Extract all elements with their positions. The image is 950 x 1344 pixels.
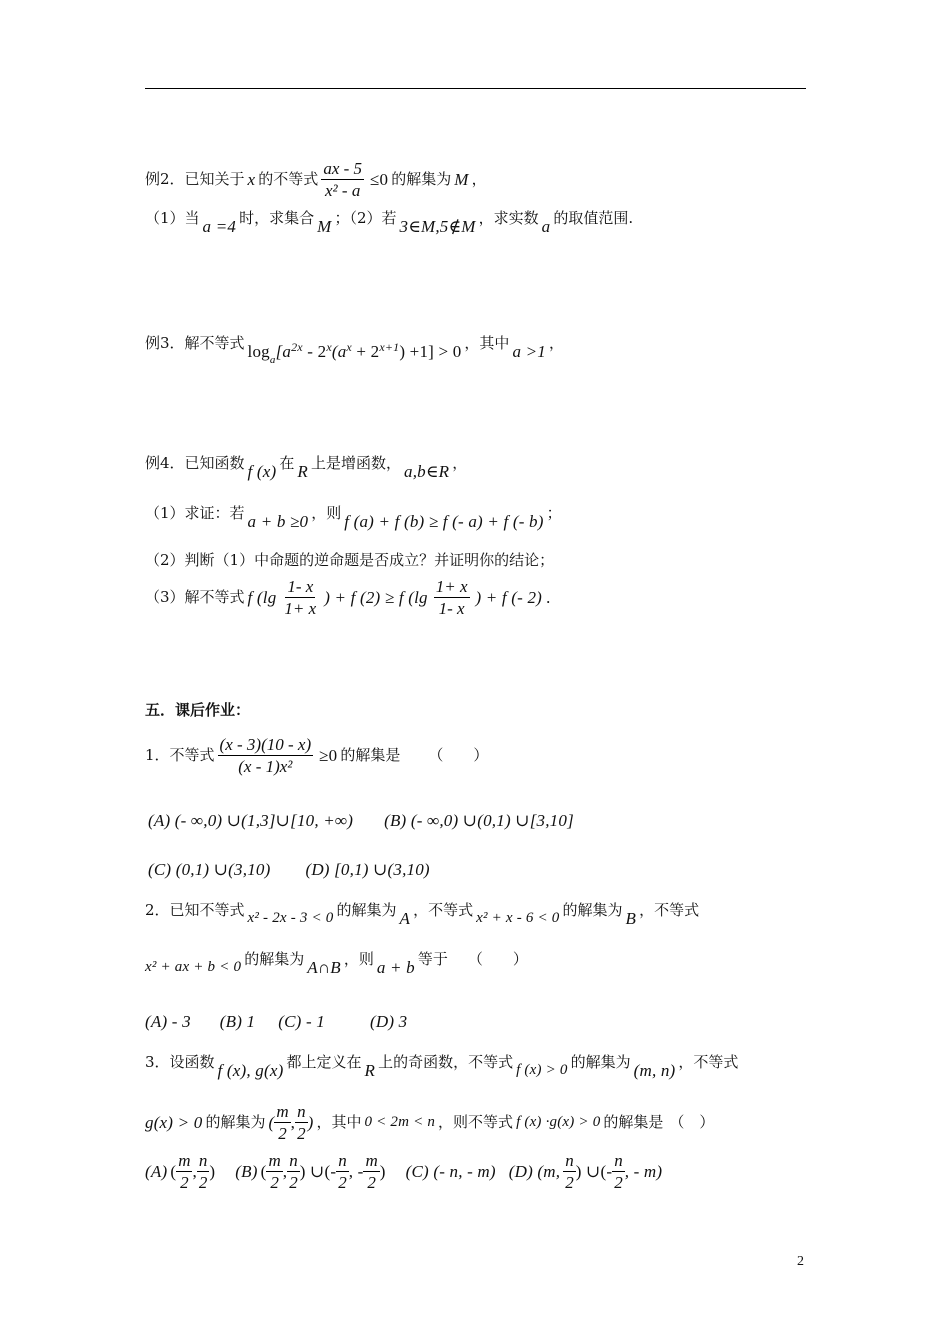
math: ≤0 — [370, 170, 389, 189]
math: A — [399, 909, 411, 928]
text: ， — [452, 454, 468, 472]
denominator: 1+ x — [284, 599, 317, 618]
math: (a — [331, 342, 347, 361]
text: ；（2）若 — [334, 209, 397, 227]
option-a: (A) (- ∞,0) ∪(1,3]∪[10, +∞) — [148, 811, 354, 830]
option-d: (D) 3 — [369, 1012, 408, 1031]
denominator: 2 — [270, 1173, 279, 1192]
subscript: a — [269, 354, 276, 366]
fraction — [176, 1152, 192, 1191]
option-b-label: (B) — [235, 1162, 258, 1181]
math: x² + ax + b < 0 — [145, 959, 242, 975]
numerator: m — [276, 1102, 289, 1121]
option-d: (D) [0,1) ∪(3,10) — [305, 860, 430, 879]
numerator: ax - 5 — [323, 159, 363, 178]
fraction — [266, 1152, 282, 1191]
math: ) +1] > 0 — [399, 342, 462, 361]
q1-options-2 — [145, 861, 806, 878]
superscript: 2x — [291, 340, 303, 354]
option-a-label: (A) — [145, 1162, 168, 1181]
numerator: n — [297, 1102, 306, 1121]
ex4-line4 — [145, 578, 806, 617]
option-c: (C) (0,1) ∪(3,10) — [148, 860, 271, 879]
fraction-n-2 — [295, 1103, 308, 1142]
answer-blank: （ ） — [428, 746, 489, 764]
math: f (x), g(x) — [217, 1061, 284, 1080]
text: ，则 — [343, 950, 374, 968]
option-c: (C) (- n, - m) — [405, 1162, 496, 1181]
math: ) ∪(- — [299, 1162, 337, 1181]
fraction — [218, 736, 314, 775]
text: 的不等式 — [258, 170, 319, 188]
math: ) ∪(- — [575, 1162, 613, 1181]
homework-heading — [145, 703, 806, 718]
option-d-label: (D) (m, — [508, 1162, 561, 1181]
numerator: m — [365, 1151, 378, 1170]
denominator: 2 — [180, 1173, 189, 1192]
math-expression — [247, 340, 462, 366]
denominator: 1- x — [438, 599, 465, 618]
fraction — [363, 1152, 379, 1191]
denominator: 2 — [338, 1173, 347, 1192]
text: 例4．已知函数 — [145, 454, 245, 472]
denominator: 2 — [367, 1173, 376, 1192]
text: ，则 — [311, 504, 342, 522]
text: 1．不等式 — [145, 746, 215, 764]
denominator: x² - a — [325, 181, 361, 200]
text: 上是增函数， — [311, 454, 402, 472]
numerator: m — [268, 1151, 281, 1170]
option-c: (C) - 1 — [278, 1012, 325, 1031]
text: （1）当 — [145, 209, 200, 227]
text: 时，求集合 — [239, 209, 315, 227]
math: ) + f (2) ≥ f (lg — [324, 588, 428, 607]
ex4-line2 — [145, 504, 806, 531]
text: 的解集为 — [570, 1053, 631, 1071]
ex2-line2 — [145, 209, 806, 236]
q3-line2: g(x) > 0 的解集为 ( $\frac{m}{2}$ , $\frac{n}{2}$ ) ，其中 0 < 2m < n ，则不等式 f (x) ·g(x) > 0 的解集是 （ ） — [145, 1102, 715, 1143]
text: ，求实数 — [478, 209, 539, 227]
superscript: x — [346, 340, 352, 354]
answer-blank: （ ） — [467, 950, 528, 968]
numerator: (x - 3)(10 - x) — [219, 735, 312, 754]
text: 的解集为 — [562, 901, 623, 919]
answer-blank: （ ） — [669, 1113, 715, 1131]
numerator: m — [178, 1151, 191, 1170]
numerator: 1- x — [287, 577, 314, 596]
math: g(x) > 0 — [145, 1113, 203, 1132]
text: 上的奇函数，不等式 — [378, 1053, 514, 1071]
section-heading: 五．课后作业： — [145, 701, 251, 719]
text: 都上定义在 — [286, 1053, 362, 1071]
math: x — [247, 170, 256, 189]
numerator: n — [338, 1151, 347, 1170]
denominator: (x - 1)x² — [238, 757, 293, 776]
numerator: n — [614, 1151, 623, 1170]
text: ，不等式 — [413, 901, 474, 919]
numerator: 1+ x — [435, 577, 468, 596]
math: , - m) — [624, 1162, 663, 1181]
math: ) + f (- 2) . — [475, 588, 551, 607]
option-b: (B) 1 — [219, 1012, 256, 1031]
math: x² + x - 6 < 0 — [476, 910, 560, 926]
math: 3∈M,5∉M — [399, 217, 476, 236]
math: 0 < 2m < n — [364, 1114, 436, 1130]
text: ，不等式 — [678, 1053, 739, 1071]
denominator: 2 — [289, 1173, 298, 1192]
math: a >1 — [512, 342, 546, 361]
text: ，其中 — [316, 1113, 362, 1131]
text: ，则不等式 — [438, 1113, 514, 1131]
math: M — [454, 170, 469, 189]
fraction — [434, 578, 470, 617]
q3-line1 — [145, 1053, 806, 1080]
text: 的解集是 — [603, 1113, 664, 1131]
math: (m, n) — [633, 1061, 676, 1080]
math: f (x) > 0 — [516, 1062, 568, 1078]
q1-line — [145, 736, 806, 775]
text: 3．设函数 — [145, 1053, 215, 1071]
text: 的解集是 — [340, 746, 401, 764]
math: M — [317, 217, 332, 236]
text: 的解集为 — [391, 170, 452, 188]
fraction — [336, 1152, 349, 1191]
denominator: 2 — [565, 1173, 574, 1192]
math: R — [364, 1061, 376, 1080]
math: f (x) — [247, 462, 277, 481]
math: [a — [275, 342, 292, 361]
numerator: n — [289, 1151, 298, 1170]
denominator: 2 — [198, 1173, 208, 1192]
math: f (lg — [247, 588, 277, 607]
text: 的解集为 — [205, 1113, 266, 1131]
ex4-line1 — [145, 454, 806, 481]
text: 等于 — [417, 950, 448, 968]
text: 在 — [279, 454, 295, 472]
math: a + b — [376, 958, 415, 977]
text: ； — [546, 504, 562, 522]
math: a =4 — [202, 217, 237, 236]
text: 例2．已知关于 — [145, 170, 245, 188]
denominator: 2 — [614, 1173, 623, 1192]
math: f (a) + f (b) ≥ f (- a) + f (- b) — [344, 512, 544, 531]
log: log — [247, 342, 270, 361]
fraction — [563, 1152, 576, 1191]
math: A∩B — [307, 958, 341, 977]
fraction — [287, 1152, 300, 1191]
denominator: 2 — [297, 1124, 306, 1143]
ex3-line — [145, 334, 806, 366]
math: ≥0 — [319, 746, 338, 765]
text: （2）判断（1）中命题的逆命题是否成立？并证明你的结论； — [145, 551, 555, 569]
fraction — [321, 160, 364, 199]
header-rule — [145, 88, 806, 89]
text: 的解集为 — [336, 901, 397, 919]
q3-options: (A) ( $\frac{m}{2}$ , $\frac{n}{2}$ ) (B) ( $\frac{m}{2}$ , $\frac{n}{2}$ ) ∪(- $\frac{n}{2}$ , - $\frac{m}{2}$ ) (C) (- n, - m) (D) (m, $\frac{n}{2}$ ) ∪(- $\frac{n}{2}$ , - m) — [145, 1151, 663, 1192]
q2-options — [145, 1013, 806, 1030]
math: a + b ≥0 — [247, 512, 309, 531]
fraction-m-2 — [274, 1103, 290, 1142]
numerator: n — [198, 1151, 208, 1170]
text: ，其中 — [464, 334, 510, 352]
superscript: x — [326, 340, 332, 354]
text: （3）解不等式 — [145, 588, 245, 606]
option-b: (B) (- ∞,0) ∪(0,1) ∪[3,10] — [384, 811, 574, 830]
ex2-line1 — [145, 160, 806, 199]
text: ， — [548, 334, 564, 352]
math: + 2 — [351, 342, 380, 361]
math: x² - 2x - 3 < 0 — [247, 910, 334, 926]
fraction — [612, 1152, 625, 1191]
text: 的解集为 — [244, 950, 305, 968]
math: a — [541, 217, 551, 236]
text: ，不等式 — [639, 901, 700, 919]
math: a,b∈R — [404, 462, 450, 481]
text: （1）求证：若 — [145, 504, 245, 522]
text: ， — [471, 170, 487, 188]
numerator: n — [565, 1151, 574, 1170]
fraction — [282, 578, 318, 617]
fraction — [197, 1152, 210, 1191]
text: 例3．解不等式 — [145, 334, 245, 352]
option-a: (A) - 3 — [145, 1012, 191, 1031]
math: - 2 — [302, 342, 327, 361]
q1-options-1 — [145, 812, 806, 829]
math: R — [297, 462, 308, 481]
ex4-line3 — [145, 553, 806, 568]
denominator: 2 — [278, 1124, 287, 1143]
math: f (x) ·g(x) > 0 — [516, 1114, 601, 1130]
text: 2．已知不等式 — [145, 901, 245, 919]
superscript: x+1 — [379, 340, 400, 354]
math: B — [625, 909, 637, 928]
text: 的取值范围. — [553, 209, 634, 227]
q2-line1 — [145, 901, 806, 928]
page-number: 2 — [797, 1254, 804, 1269]
q2-line2 — [145, 950, 806, 977]
